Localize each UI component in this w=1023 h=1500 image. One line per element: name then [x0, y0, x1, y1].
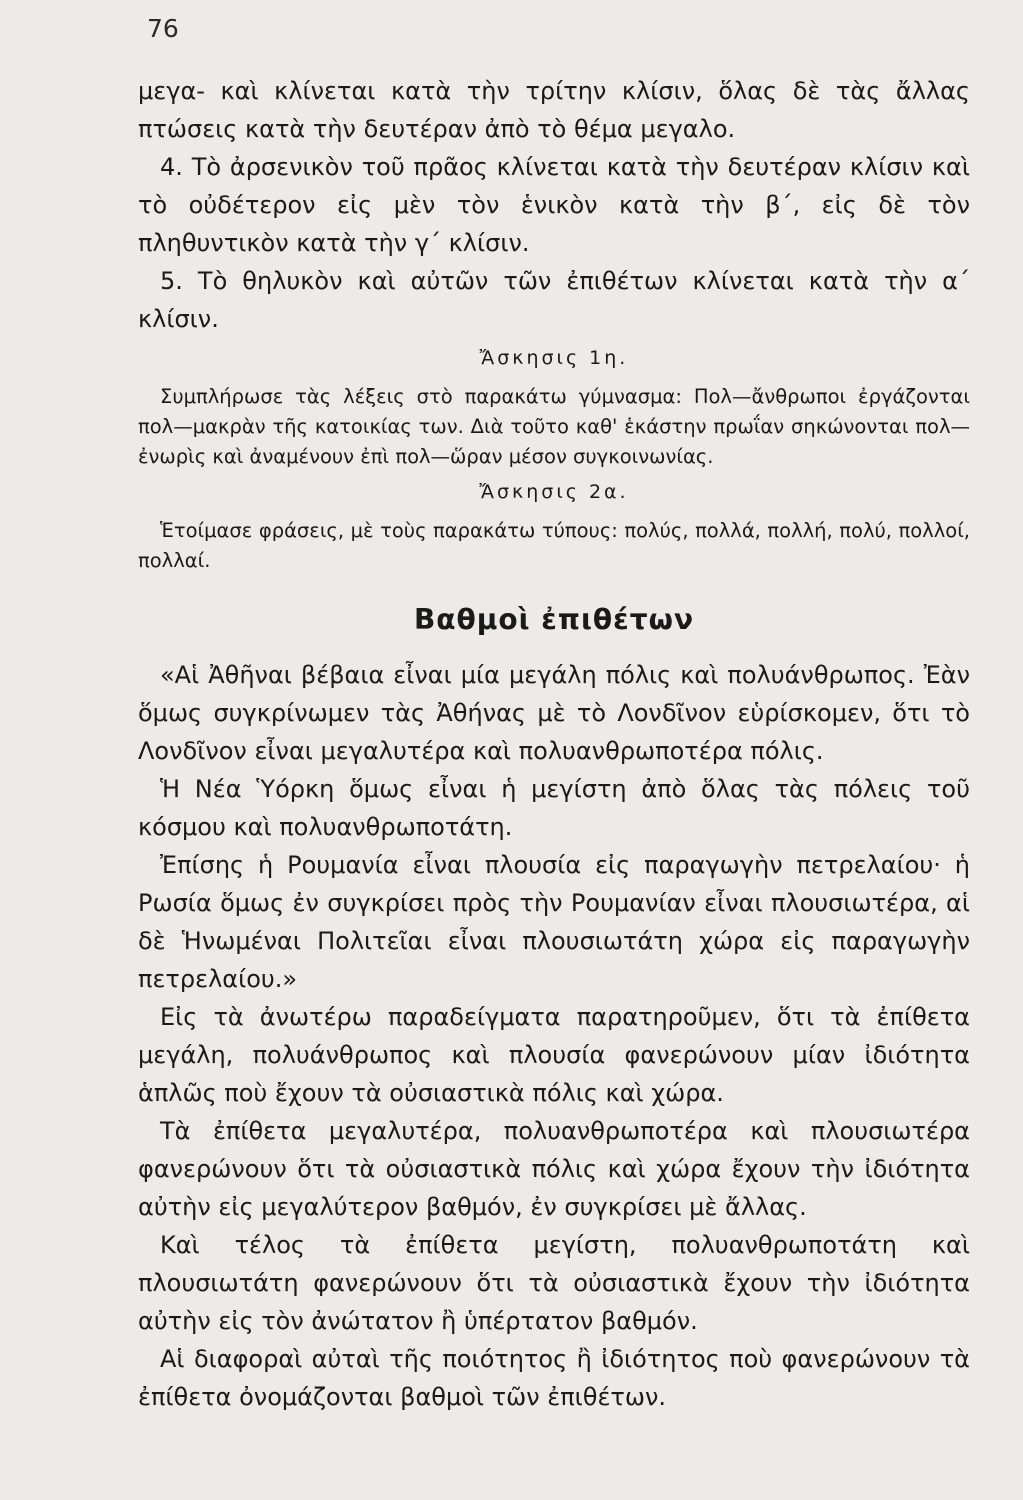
exercise-2-text: Ἑτοίμασε φράσεις, μὲ τοὺς παρακάτω τύπους: πολύς, πολλά, πολλή, πολύ, πολλοί, πολλαί. — [138, 519, 970, 572]
paragraph-superlative-degree: Καὶ τέλος τὰ ἐπίθετα μεγίστη, πολυανθρωποτάτη καὶ πλουσιωτάτη φανερώνουν ὅτι τὰ οὐσιαστικὰ ἔχουν τὴν ἰδιότητα αὐτὴν εἰς τὸν ἀνώτατον ἢ ὑπέρτατον βαθμόν. — [138, 1231, 970, 1335]
paragraph-new-york: Ἡ Νέα Ὑόρκη ὅμως εἶναι ἡ μεγίστη ἀπὸ ὅλας τὰς πόλεις τοῦ κόσμου καὶ πολυανθρωποτάτη. — [138, 775, 970, 841]
paragraph-comparative-degree: Τὰ ἐπίθετα μεγαλυτέρα, πολυανθρωποτέρα καὶ πλουσιωτέρα φανερώνουν ὅτι τὰ οὐσιαστικὰ πόλις καὶ χώρα ἔχουν τὴν ἰδιότητα αὐτὴν εἰς μεγαλύτερον βαθμόν, ἐν συγκρίσει μὲ ἄλλας. — [138, 1117, 970, 1221]
exercise-2-heading: Ἄσκησις 2α. — [479, 481, 629, 503]
paragraph-athens: «Αἱ Ἀθῆναι βέβαια εἶναι μία μεγάλη πόλις καὶ πολυάνθρωπος. Ἐὰν ὅμως συγκρίνωμεν τὰς Ἀθήνας μὲ τὸ Λονδῖνον εὑρίσκομεν, ὅτι τὸ Λονδῖνον εἶναι μεγαλυτέρα καὶ πολυανθρωποτέρα πόλις. — [138, 661, 970, 765]
paragraph-rule-4: 4. Τὸ ἀρσενικὸν τοῦ πρᾶος κλίνεται κατὰ τὴν δευτέραν κλίσιν καὶ τὸ οὐδέτερον εἰς μὲν τὸν ἑνικὸν κατὰ τὴν β΄, εἰς δὲ τὸν πληθυντικὸν κατὰ τὴν γ΄ κλίσιν. — [138, 153, 970, 257]
paragraph-degrees-definition: Αἱ διαφοραὶ αὐταὶ τῆς ποιότητος ἢ ἰδιότητος ποὺ φανερώνουν τὰ ἐπίθετα ὀνομάζονται βαθμοὶ τῶν ἐπιθέτων. — [138, 1345, 970, 1411]
paragraph-rule-5: 5. Τὸ θηλυκὸν καὶ αὐτῶν τῶν ἐπιθέτων κλίνεται κατὰ τὴν α΄ κλίσιν. — [138, 267, 970, 333]
section-title: Βαθμοὶ ἐπιθέτων — [413, 603, 695, 636]
paragraph-positive-degree: Εἰς τὰ ἀνωτέρω παραδείγματα παρατηροῦμεν, ὅτι τὰ ἐπίθετα μεγάλη, πολυάνθρωπος καὶ πλουσία φανερώνουν μίαν ἰδιότητα ἁπλῶς ποὺ ἔχουν τὰ οὐσιαστικὰ πόλις καὶ χώρα. — [138, 1003, 970, 1107]
page-number: 76 — [147, 14, 179, 43]
paragraph-oil: Ἐπίσης ἡ Ρουμανία εἶναι πλουσία εἰς παραγωγὴν πετρελαίου· ἡ Ρωσία ὅμως ἐν συγκρίσει πρὸς τὴν Ρουμανίαν εἶναι πλουσιωτέρα, αἱ δὲ Ἡνωμέναι Πολιτεῖαι εἶναι πλουσιωτάτη χώρα εἰς παραγωγὴν πετρελαίου.» — [138, 851, 970, 993]
paragraph-continuation: μεγα- καὶ κλίνεται κατὰ τὴν τρίτην κλίσιν, ὅλας δὲ τὰς ἄλλας πτώσεις κατὰ τὴν δευτέραν ἀπὸ τὸ θέμα μεγαλο. — [138, 77, 970, 143]
page-body — [138, 72, 970, 1416]
exercise-1-heading: Ἄσκησις 1η. — [479, 347, 629, 369]
exercise-1-text: Συμπλήρωσε τὰς λέξεις στὸ παρακάτω γύμνασμα: Πολ—ἄνθρωποι ἐργάζονται πολ—μακρὰν τῆς κατοικίας των. Διὰ τοῦτο καθ' ἑκάστην πρωΐαν σηκώνονται πολ—ἐνωρὶς καὶ ἀναμένουν ἐπὶ πολ—ὥραν μέσον συγκοινωνίας. — [138, 385, 970, 468]
